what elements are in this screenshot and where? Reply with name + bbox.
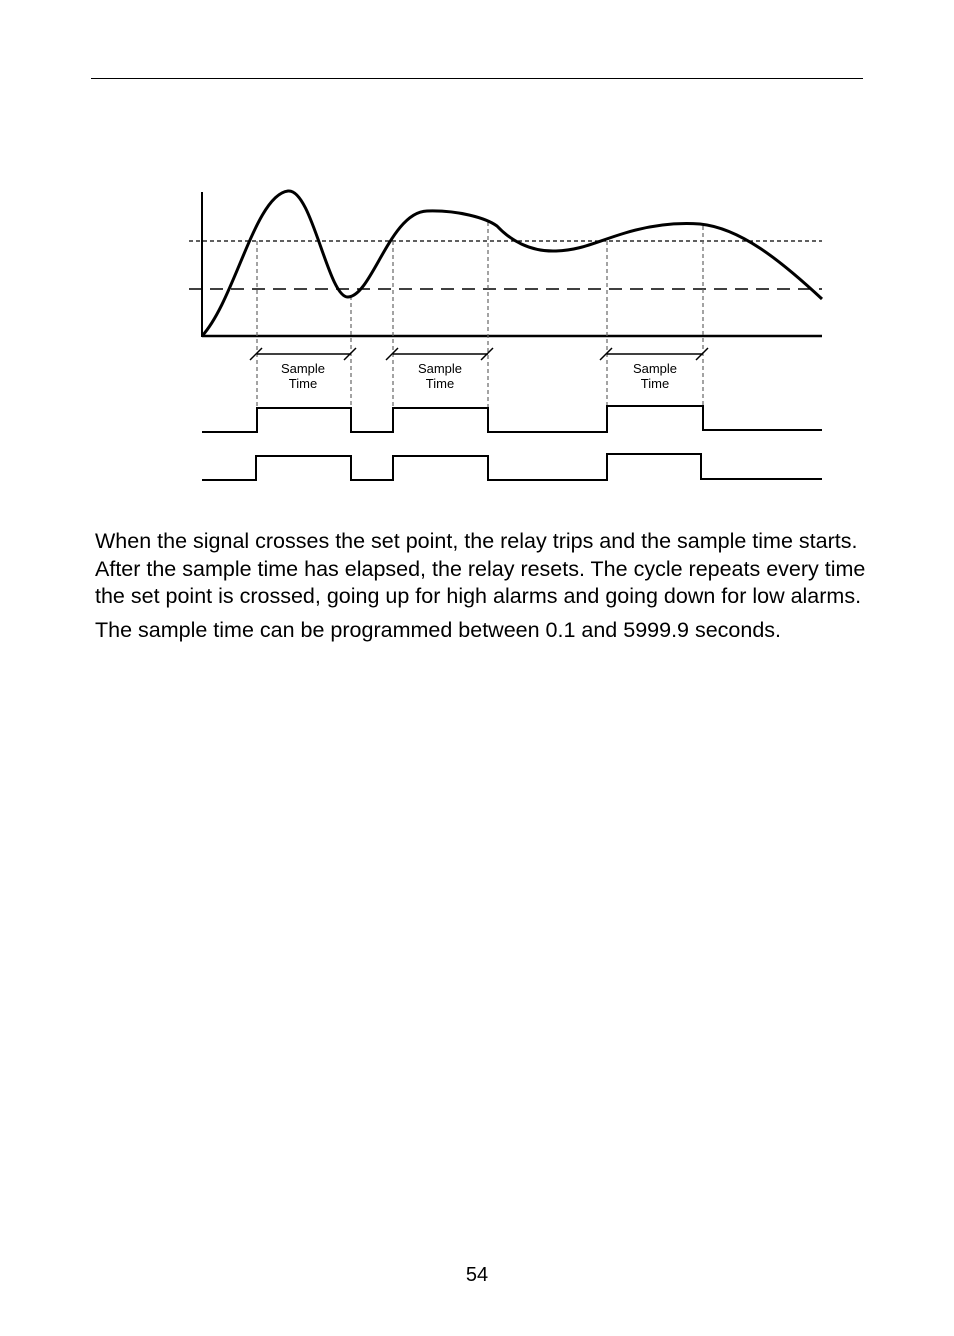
- page-number: 54: [465, 1264, 489, 1286]
- relay-waveform-2: [202, 454, 822, 480]
- paragraph-sample-range: The sample time can be programmed between 0.1 and 5999.9 seconds.: [95, 617, 782, 642]
- sample-time-guides: [257, 222, 703, 410]
- signal-curve: [202, 191, 822, 336]
- sample-time-markers: [250, 348, 708, 360]
- paragraph-relay-cycle: When the signal crosses the set point, the relay trips and the sample time starts. After the sample time has elapsed, the relay resets. The cycle repeats every time the set point is crossed, going up for high alarms and going down for low alarms.: [95, 529, 866, 608]
- sample-label-3-line1: Sample: [632, 361, 678, 376]
- sample-label-2-line2: Time: [425, 376, 455, 391]
- sample-label-1-line1: Sample: [280, 361, 326, 376]
- sample-label-2-line1: Sample: [417, 361, 463, 376]
- sample-time-timing-diagram: [0, 0, 954, 520]
- relay-waveform-1: [202, 406, 822, 432]
- sample-label-1-line2: Time: [288, 376, 318, 391]
- body-text: [95, 528, 875, 650]
- sample-label-3-line2: Time: [640, 376, 670, 391]
